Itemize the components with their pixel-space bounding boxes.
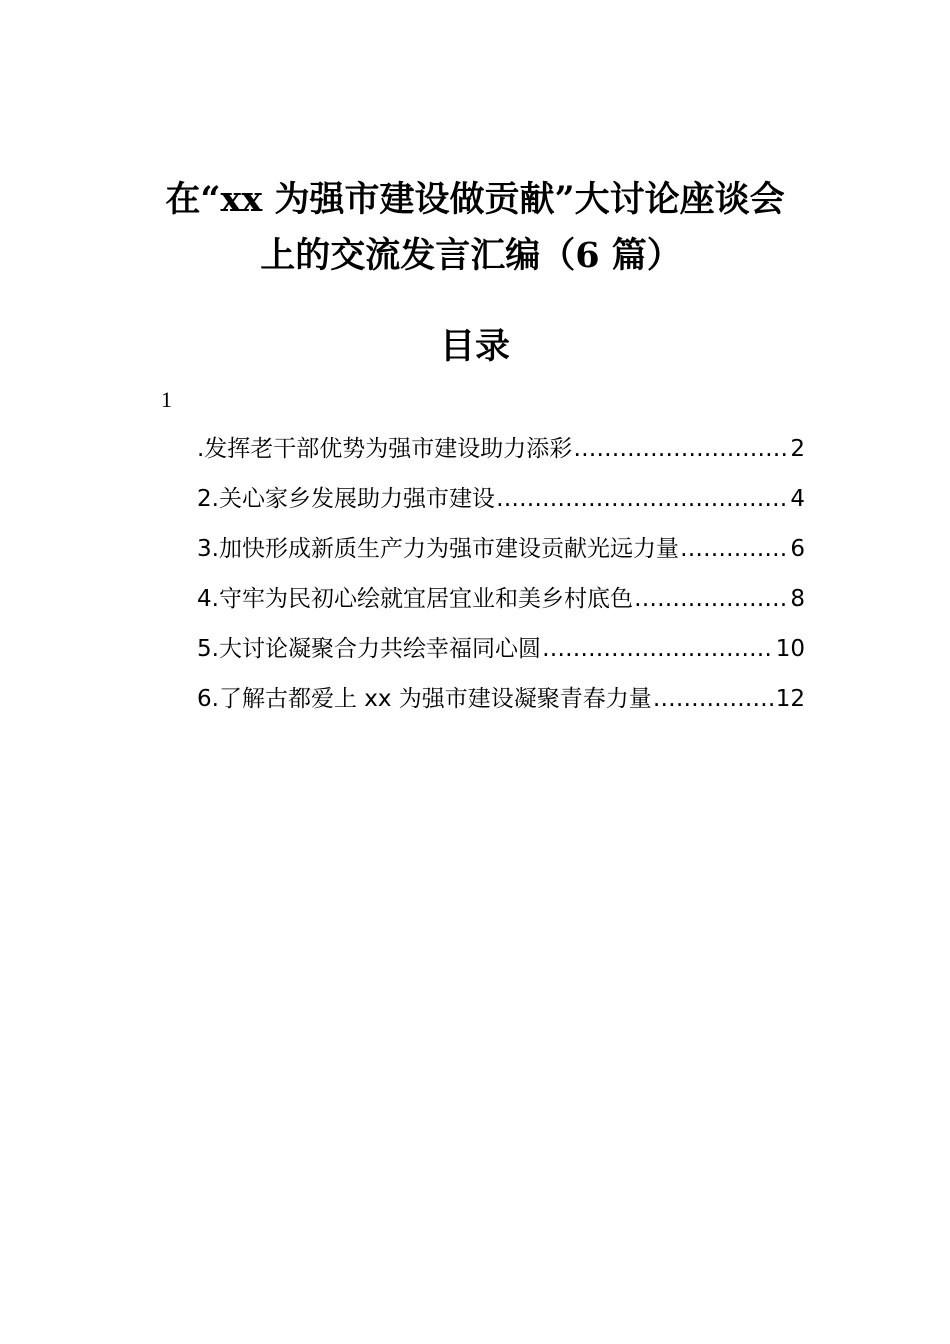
toc-entry-4[interactable] bbox=[197, 580, 805, 630]
document-title-line-2: 上的交流发言汇编（6 篇） bbox=[260, 235, 682, 276]
toc-leader-dots bbox=[634, 580, 788, 618]
toc-leader-dots bbox=[542, 630, 774, 668]
list-number: 1 bbox=[161, 387, 172, 412]
toc-entry-page: 8 bbox=[790, 586, 805, 612]
document-title bbox=[0, 172, 950, 284]
toc-entry-page: 6 bbox=[790, 536, 805, 562]
toc-entry-page: 2 bbox=[790, 436, 805, 462]
toc-entry-page: 10 bbox=[775, 636, 805, 662]
toc-entry-title: .发挥老干部优势为强市建设助力添彩 bbox=[197, 436, 573, 462]
toc-entry-page: 4 bbox=[790, 486, 805, 512]
toc-heading: 目录 bbox=[439, 326, 510, 367]
toc-entry-title: 6.了解古都爱上 xx 为强市建设凝聚青春力量 bbox=[197, 686, 652, 712]
toc-entry-title: 3.加快形成新质生产力为强市建设贡献光远力量 bbox=[197, 536, 679, 562]
toc-entry-title: 5.大讨论凝聚合力共绘幸福同心圆 bbox=[197, 636, 541, 662]
table-of-contents bbox=[197, 430, 805, 730]
toc-entry-title: 2.关心家乡发展助力强市建设 bbox=[197, 486, 495, 512]
toc-leader-dots bbox=[653, 680, 774, 718]
document-title-line-1: 在“xx 为强市建设做贡献”大讨论座谈会 bbox=[165, 179, 785, 220]
toc-entry-3[interactable] bbox=[197, 530, 805, 580]
toc-entry-2[interactable] bbox=[197, 480, 805, 530]
toc-entry-5[interactable] bbox=[197, 630, 805, 680]
toc-leader-dots bbox=[573, 430, 788, 468]
toc-entry-1[interactable] bbox=[197, 430, 805, 480]
toc-leader-dots bbox=[496, 480, 788, 518]
toc-entry-title: 4.守牢为民初心绘就宜居宜业和美乡村底色 bbox=[197, 586, 633, 612]
toc-entry-page: 12 bbox=[775, 686, 805, 712]
toc-leader-dots bbox=[680, 530, 788, 568]
toc-entry-6[interactable] bbox=[197, 680, 805, 730]
